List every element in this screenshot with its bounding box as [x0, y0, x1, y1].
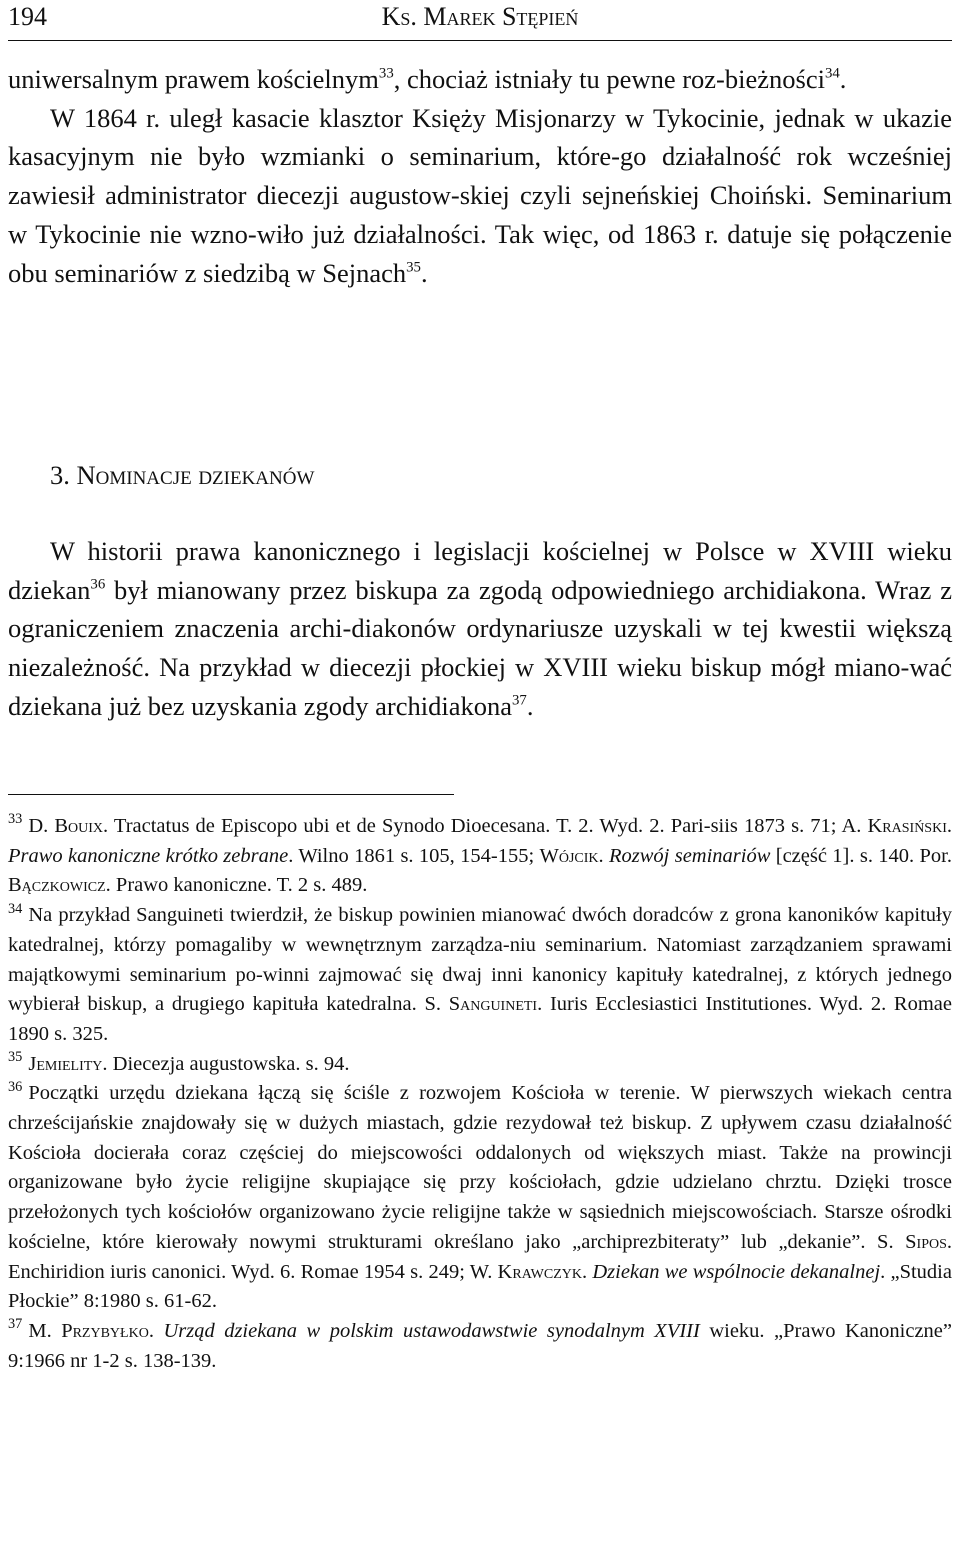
author-name: Jemielity	[28, 1052, 103, 1075]
text-run: wieku. „Prawo Kanoniczne” 9:1966 nr 1-2 s. 138-139.	[8, 1319, 952, 1372]
footnote-35	[8, 1050, 952, 1080]
author-name: Bouix	[54, 815, 104, 837]
text-run: .	[420, 257, 428, 288]
text-run: D.	[28, 815, 55, 837]
text-run: . Iuris Ecclesiastici Institutiones. Wyd. 2. Romae 1890 s. 325.	[8, 993, 952, 1045]
footnote-ref: 35	[406, 258, 421, 275]
footnote-ref: 37	[512, 692, 527, 709]
text-run: był mianowany przez biskupa za zgodą odpowiedniego archidiakona. Wraz z ograniczeniem znaczenia archi-diakonów ordynariusze uzyskali w tej kwestii większą niezależność. Na przykład w diecezji płockiej w XVIII wieku biskup mógł miano-wać dziekana już bez uzyskania zgody archidiakona	[8, 574, 952, 721]
footnote-33	[8, 812, 952, 901]
text-run: [część 1]. s. 140. Por.	[770, 844, 953, 867]
text-run: W historii prawa kanonicznego i legislacji kościelnej w Polsce w XVIII wieku dziekan	[8, 536, 952, 605]
text-run: .	[526, 690, 534, 721]
footnote-number: 37	[8, 1316, 23, 1333]
work-title: Rozwój seminariów	[609, 844, 771, 867]
work-title: Urząd dziekana w polskim ustawodawstwie synodalnym XVIII	[163, 1319, 700, 1342]
footnote-number: 36	[8, 1078, 23, 1095]
text-run: . Wilno 1861 s. 105, 154-155;	[288, 844, 540, 867]
footnote-number: 33	[8, 811, 23, 828]
paragraph	[8, 532, 952, 726]
text-run: .	[148, 1319, 164, 1342]
footnote-34	[8, 901, 952, 1050]
footnote-37	[8, 1317, 952, 1376]
section-heading	[50, 460, 314, 491]
text-run: .	[839, 64, 847, 94]
footnotes	[8, 812, 952, 1376]
work-title: Prawo kanoniczne krótko zebrane	[8, 844, 289, 867]
footnote-36	[8, 1079, 952, 1317]
text-run: .	[582, 1260, 593, 1283]
footnote-separator	[8, 794, 454, 795]
text-run: . Diecezja augustowska. s. 94.	[102, 1052, 350, 1075]
author-name: Sipos	[905, 1230, 947, 1253]
text-run: Na przykład Sanguineti twierdził, że biskup powinien mianować dwóch doradców z grona kanoników kapituły katedralnej, którzy pomagaliby w wewnętrznym zarządza-niu seminarium. Natomiast zarządzaniem sprawami majątkowymi seminarium po-winni zajmować się dwaj inni kanonicy kapituły katedralnej, z których jednego wybierał biskup, a drugiego kapituła katedralna. S.	[8, 904, 952, 1016]
text-run: . Tractatus de Episcopo ubi et de Synodo Dioecesana. T. 2. Wyd. 2. Pari-siis 1873 s. 71; A.	[103, 815, 868, 837]
text-run: , chociaż istniały tu pewne roz-bieżności	[393, 64, 825, 94]
footnote-number: 35	[8, 1049, 23, 1066]
text-run: .	[598, 844, 609, 867]
author-name: Wójcik	[539, 844, 599, 867]
footnote-ref: 36	[90, 576, 106, 593]
author-name: Sanguineti	[448, 993, 538, 1016]
paragraph	[8, 99, 952, 293]
text-run: .	[946, 815, 952, 837]
paragraph	[8, 60, 952, 99]
author-name: Krasiński	[867, 815, 947, 837]
author-name: Krawczyk	[497, 1260, 583, 1283]
text-run: W 1864 r. uległ kasacie klasztor Księży Misjonarzy w Tykocinie, jednak w ukazie kasacyjnym nie było wzmianki o seminarium, które-go działalność rok wcześniej zawiesił administrator diecezji augustow-skiej czyli sejneńskiej Choiński. Seminarium w Tykocinie nie wzno-wiło już działalności. Tak więc, od 1863 r. datuje się połączenie obu seminariów z siedzibą w Sejnach	[8, 102, 952, 288]
text-run: M.	[28, 1319, 62, 1342]
running-head: Ks. Marek Stępień	[381, 2, 579, 31]
text-run: uniwersalnym prawem kościelnym	[8, 64, 379, 94]
page-number: 194	[8, 2, 47, 31]
section-number: 3.	[50, 460, 70, 490]
body-text	[8, 60, 952, 292]
footnote-ref: 34	[824, 65, 840, 82]
page-header	[8, 0, 952, 41]
footnote-ref: 33	[378, 65, 394, 82]
text-run: . Prawo kanoniczne. T. 2 s. 489.	[105, 874, 368, 897]
text-run: Początki urzędu dziekana łączą się ściśle z rozwojem Kościoła w terenie. W pierwszych wiekach centra chrześcijańskie znajdowały się w dużych miastach, gdzie rezydował też biskup. Z upływem czasu działalność Kościoła docierała coraz częściej do miejscowości oddalonych od większych miast. Także na prowincji organizowane było życie religijne skupiające się przy kościołach, gdzie udzielano chrztu. Dzięki trosce przełożonych tych kościołów organizowano życie religijne także w sąsiednich miejscowościach. Starsze ośrodki kościelne, które kierowały nowymi strukturami określano jako „archiprezbiteraty” lub „dekanie”. S.	[8, 1082, 952, 1253]
author-name: Bączkowicz	[8, 874, 106, 897]
footnote-number: 34	[8, 900, 23, 917]
author-name: Przybyłko	[61, 1319, 149, 1342]
section-body	[8, 532, 952, 726]
work-title: Dziekan we wspólnocie dekanalnej	[592, 1260, 881, 1283]
text-run: . Enchiridion iuris canonici. Wyd. 6. Romae 1954 s. 249; W.	[8, 1230, 952, 1283]
text-run: . „Studia Płockie” 8:1980 s. 61-62.	[8, 1260, 952, 1313]
section-title: Nominacje dziekanów	[76, 460, 315, 490]
